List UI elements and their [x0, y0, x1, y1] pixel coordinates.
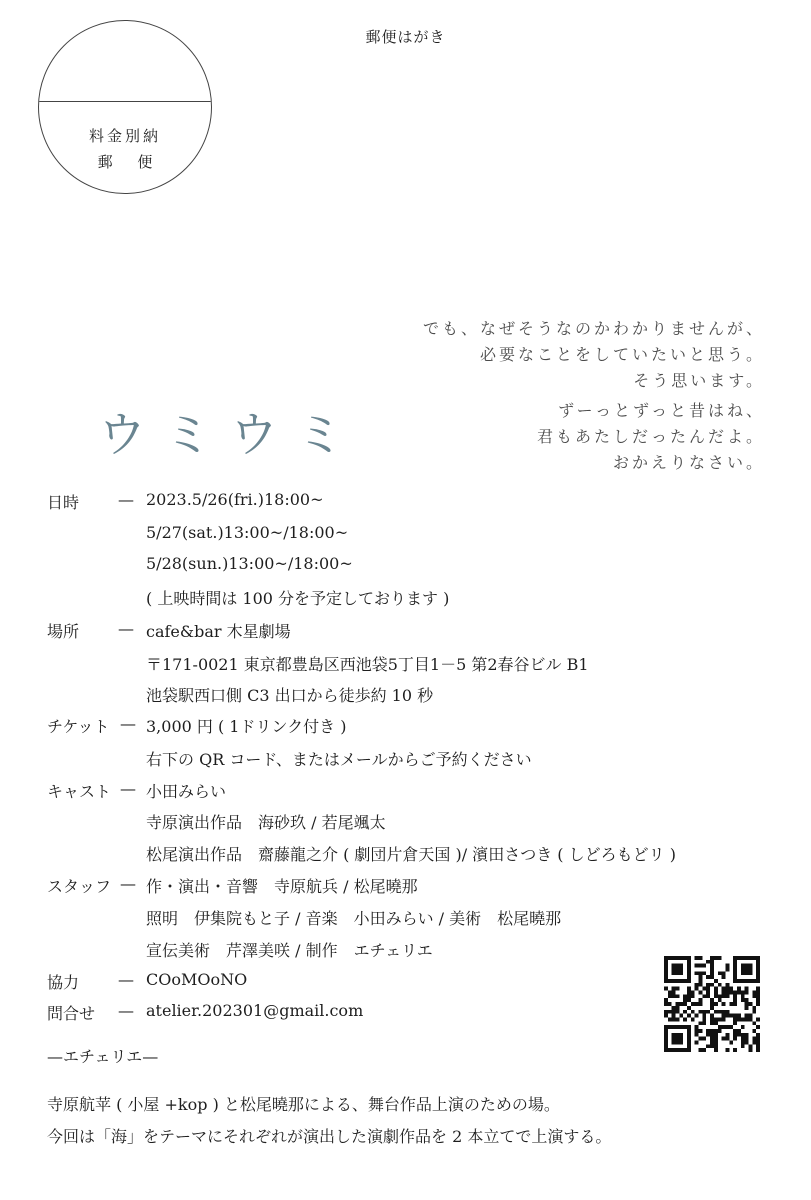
- detail-value: 宣伝美術 芹澤美咲 / 制作 エチェリエ: [146, 941, 433, 960]
- postage-line-1: 料金別納: [88, 127, 161, 145]
- detail-value: cafe&bar 木星劇場: [146, 622, 291, 641]
- about-heading: —エチェリエ—: [47, 1047, 159, 1066]
- poem-stanza-1: [423, 316, 765, 394]
- poem-line: ずーっとずっと昔はね、: [558, 401, 765, 420]
- detail-value: 池袋駅西口側 C3 出口から徒歩約 10 秒: [146, 686, 434, 705]
- detail-dash: —: [118, 490, 134, 509]
- contact-email-link[interactable]: atelier.202301@gmail.com: [146, 1001, 364, 1020]
- detail-dash: —: [118, 1001, 134, 1020]
- detail-value: 3,000 円 ( 1ドリンク付き ): [146, 717, 347, 736]
- poem-line: でも、なぜそうなのかわかりませんが、: [422, 319, 765, 338]
- detail-value: 作・演出・音響 寺原航兵 / 松尾曉那: [146, 877, 418, 896]
- detail-label: チケット: [47, 717, 110, 736]
- poem-line: そう思います。: [633, 371, 765, 390]
- poem-stanza-2: [537, 398, 765, 476]
- about-line-1: 寺原航苹 ( 小屋 +kop ) と松尾曉那による、舞台作品上演のための場。: [47, 1095, 560, 1114]
- detail-label: スタッフ: [47, 877, 112, 896]
- postage-line-2: 郵 便: [97, 153, 163, 171]
- detail-value: COoMOoNO: [146, 970, 248, 989]
- detail-label: キャスト: [47, 782, 112, 801]
- qr-code-icon[interactable]: [664, 956, 760, 1052]
- poem-line: 君もあたしだったんだよ。: [536, 427, 765, 446]
- detail-value: 小田みらい: [146, 782, 227, 801]
- about-line-2: 今回は「海」をテーマにそれぞれが演出した演劇作品を 2 本立てで上演する。: [47, 1127, 612, 1146]
- detail-dash: —: [118, 619, 134, 638]
- detail-dash: —: [118, 970, 134, 989]
- detail-value: 5/28(sun.)13:00~/18:00~: [146, 554, 353, 573]
- detail-value: 寺原演出作品 海砂玖 / 若尾颯太: [146, 813, 386, 832]
- detail-label: 問合せ: [47, 1004, 96, 1023]
- detail-value: 松尾演出作品 齋藤龍之介 ( 劇団片倉天国 )/ 濱田さつき ( しどろもどリ ): [146, 845, 676, 864]
- detail-value: ( 上映時間は 100 分を予定しております ): [146, 589, 450, 608]
- detail-value: 2023.5/26(fri.)18:00~: [146, 490, 324, 509]
- play-title: ウミウミ: [98, 407, 363, 463]
- detail-value: 5/27(sat.)13:00~/18:00~: [146, 523, 349, 542]
- postcard-header: 郵便はがき: [365, 28, 446, 46]
- detail-label: 日時: [47, 493, 80, 512]
- postage-paid-mark: [38, 20, 212, 194]
- detail-label: 場所: [47, 622, 80, 641]
- detail-value: 照明 伊集院もと子 / 音楽 小田みらい / 美術 松尾曉那: [146, 909, 562, 928]
- poem-line: おかえりなさい。: [612, 453, 765, 472]
- detail-value: 〒171-0021 東京都豊島区西池袋5丁目1－5 第2春谷ビル B1: [146, 655, 589, 674]
- detail-dash: —: [120, 714, 136, 733]
- poem-line: 必要なことをしていたいと思う。: [479, 345, 765, 364]
- detail-dash: —: [120, 874, 136, 893]
- detail-dash: —: [120, 779, 136, 798]
- detail-label: 協力: [47, 973, 80, 992]
- postage-divider: [39, 101, 211, 102]
- detail-value: 右下の QR コード、またはメールからご予約ください: [146, 750, 532, 769]
